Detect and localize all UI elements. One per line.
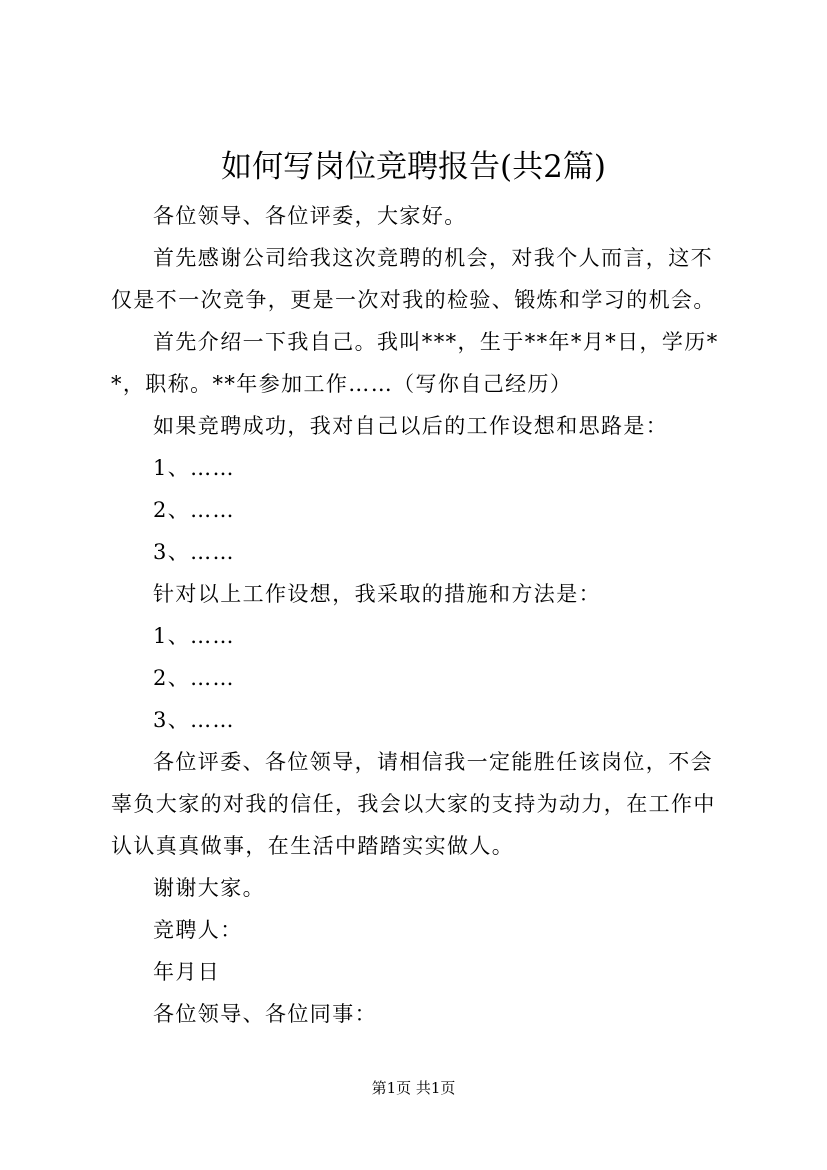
paragraph-closing-thanks: 谢谢大家。 <box>153 876 265 900</box>
paragraph-second-greeting: 各位领导、各位同事： <box>153 1002 377 1026</box>
list-item-plan-1: 1、…… <box>153 456 235 480</box>
list-item-plan-2: 2、…… <box>153 498 235 522</box>
list-item-measure-3: 3、…… <box>153 708 235 732</box>
paragraph-measures-intro: 针对以上工作设想，我采取的措施和方法是： <box>153 582 601 606</box>
list-item-measure-2: 2、…… <box>153 666 235 690</box>
paragraph-thanks: 首先感谢公司给我这次竞聘的机会，对我个人而言，这不仅是不一次竞争，更是一次对我的检验、锻炼和学习的机会。 <box>111 246 716 312</box>
document-title: 如何写岗位竞聘报告(共2篇) <box>221 149 606 185</box>
list-item-measure-1: 1、…… <box>153 624 235 648</box>
page-footer: 第1页 共1页 <box>371 1079 456 1097</box>
paragraph-signature-label: 竞聘人： <box>153 918 243 942</box>
list-item-plan-3: 3、…… <box>153 540 235 564</box>
paragraph-commitment: 各位评委、各位领导，请相信我一定能胜任该岗位，不会辜负大家的对我的信任，我会以大家的支持为动力，在工作中认认真真做事，在生活中踏踏实实做人。 <box>111 750 716 858</box>
paragraph-self-intro: 首先介绍一下我自己。我叫***，生于**年*月*日，学历**，职称。**年参加工作……（写你自己经历） <box>111 330 719 396</box>
document-body <box>111 195 721 1035</box>
paragraph-work-plan-intro: 如果竞聘成功，我对自己以后的工作设想和思路是： <box>153 414 669 438</box>
paragraph-greeting: 各位领导、各位评委，大家好。 <box>153 204 467 228</box>
paragraph-date-line: 年月日 <box>153 960 221 984</box>
